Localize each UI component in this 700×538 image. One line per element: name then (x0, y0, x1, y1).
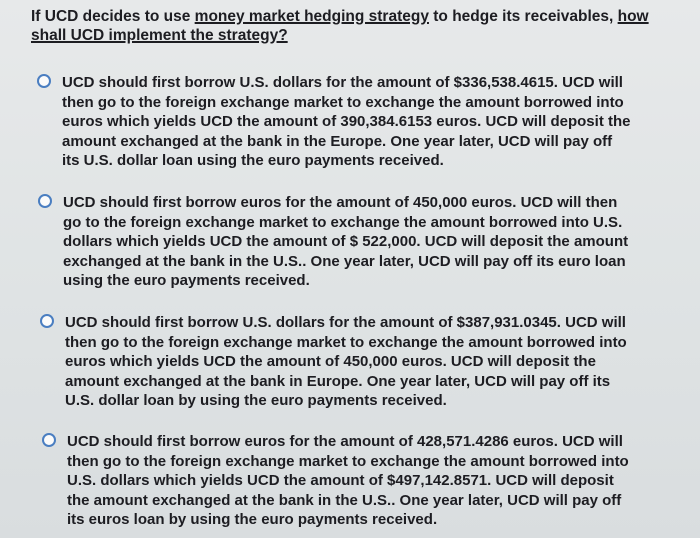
answer-option-text: UCD should first borrow euros for the amount of 450,000 euros. UCD will then go to the foreign exchange market to exchange the amount borrowed into U.S. dollars which yields UCD the amount of $ 522,000. UCD will deposit the amount exchanged at the bank in the U.S.. One year later, UCD will pay off its euro loan using the euro payments received. (63, 194, 629, 289)
answer-option-3[interactable] (65, 313, 635, 411)
answer-option-4[interactable] (67, 432, 637, 530)
question-underlined-ask: how shall UCD implement the strategy? (31, 8, 649, 44)
radio-button-icon[interactable] (40, 314, 54, 328)
answer-option-text: UCD should first borrow U.S. dollars for the amount of $336,538.4615. UCD will then go to the foreign exchange market to exchange the amount borrowed into euros which yields UCD the amount of 390,384.6153 euros. UCD will deposit the amount exchanged at the bank in the Europe. One year later, UCD will pay off its U.S. dollar loan using the euro payments received. (62, 74, 631, 169)
answer-option-2[interactable] (63, 193, 633, 291)
question-underlined-term: money market hedging strategy (194, 8, 429, 25)
radio-button-icon[interactable] (42, 433, 56, 447)
answer-option-text: UCD should first borrow U.S. dollars for the amount of $387,931.0345. UCD will then go to the foreign exchange market to exchange the amount borrowed into euros which yields UCD the amount of 450,000 euros. UCD will deposit the amount exchanged at the bank in Europe. One year later, UCD will pay off its U.S. dollar loan by using the euro payments received. (65, 314, 627, 409)
question-text (31, 7, 651, 45)
answer-option-1[interactable] (62, 73, 632, 171)
answer-option-text: UCD should first borrow euros for the amount of 428,571.4286 euros. UCD will then go to the foreign exchange market to exchange the amount borrowed into U.S. dollars which yields UCD the amount of $497,142.8571. UCD will deposit the amount exchanged at the bank in the U.S.. One year later, UCD will pay off its euros loan by using the euro payments received. (67, 433, 629, 528)
radio-button-icon[interactable] (37, 74, 51, 88)
radio-button-icon[interactable] (38, 194, 52, 208)
question-prefix: If UCD decides to use (31, 8, 195, 25)
question-middle: to hedge its receivables, (428, 8, 618, 25)
